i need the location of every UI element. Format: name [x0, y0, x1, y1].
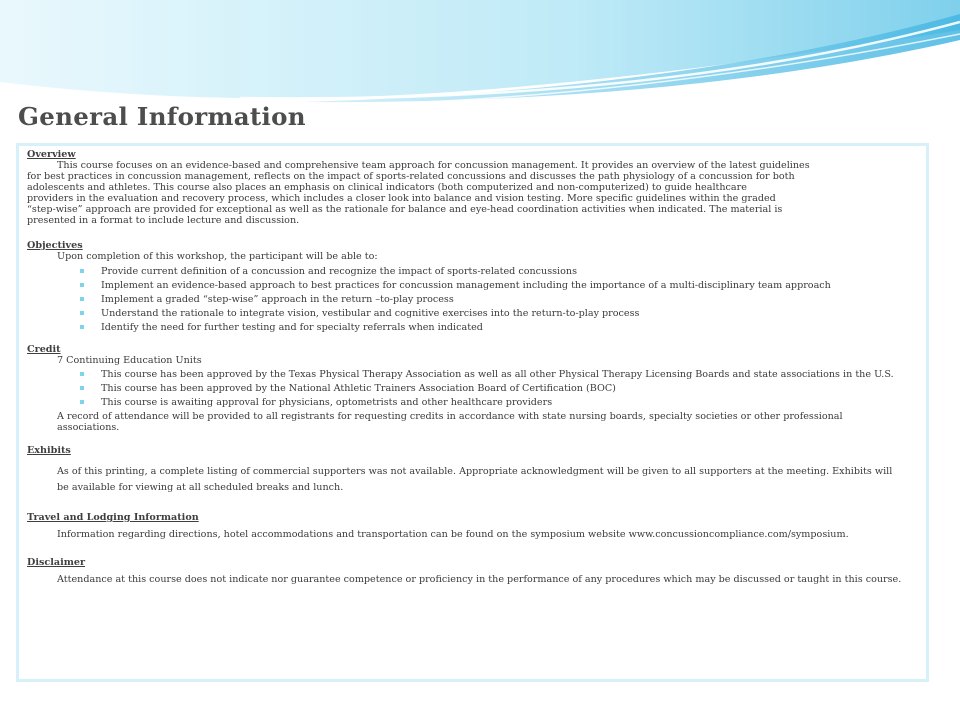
- exhibits-text: As of this printing, a complete listing of commercial supporters was not available. Appropriate acknowledgment will be given to all supporters at the meeting. Exhibits will be available for viewing at all scheduled breaks and lunch.: [57, 466, 893, 493]
- list-item: Implement an evidence-based approach to best practices for concussion management including the importance of a multi-disciplinary team approach: [101, 280, 907, 291]
- overview-line: presented in a format to include lecture and discussion.: [27, 215, 300, 226]
- objectives-list: [27, 266, 907, 333]
- overview-paragraph: [27, 160, 907, 226]
- travel-text: Information regarding directions, hotel accommodations and transportation can be found on the symposium website www.concussioncompliance.com/symposium.: [57, 529, 849, 540]
- overview-first-line: This course focuses on an evidence-based and comprehensive team approach for concussion management. It provides an overview of the latest guidelines: [57, 160, 810, 171]
- objectives-intro: Upon completion of this workshop, the participant will be able to:: [57, 251, 378, 262]
- page-title: General Information: [18, 102, 306, 131]
- disclaimer-heading: Disclaimer: [27, 557, 86, 568]
- objectives-heading: Objectives: [27, 240, 83, 251]
- travel-heading: Travel and Lodging Information: [27, 512, 199, 523]
- list-item: Implement a graded “step-wise” approach in the return –to-play process: [101, 294, 907, 305]
- overview-line: adolescents and athletes. This course also places an emphasis on clinical indicators (both computerized and non-computerized) to guide healthcare: [27, 182, 747, 193]
- credit-list: [27, 369, 907, 408]
- list-item: Identify the need for further testing and for specialty referrals when indicated: [101, 322, 907, 333]
- list-item: This course has been approved by the Texas Physical Therapy Association as well as all other Physical Therapy Licensing Boards and state associations in the U.S.: [101, 369, 907, 380]
- credit-heading: Credit: [27, 344, 61, 355]
- overview-line: providers in the evaluation and recovery process, which includes a closer look into balance and vision testing. More specific guidelines within the graded: [27, 193, 776, 204]
- disclaimer-text: Attendance at this course does not indicate nor guarantee competence or proficiency in the performance of any procedures which may be discussed or taught in this course.: [57, 574, 902, 585]
- list-item: Provide current definition of a concussion and recognize the impact of sports-related concussions: [101, 266, 907, 277]
- exhibits-heading: Exhibits: [27, 445, 71, 456]
- overview-line: for best practices in concussion management, reflects on the impact of sports-related concussions and discusses the path physiology of a concussion for both: [27, 171, 795, 182]
- list-item: This course has been approved by the National Athletic Trainers Association Board of Certification (BOC): [101, 383, 907, 394]
- content-panel: [16, 143, 929, 682]
- overview-heading: Overview: [27, 149, 76, 160]
- credit-note: A record of attendance will be provided to all registrants for requesting credits in accordance with state nursing boards, specialty societies or other professional associations.: [57, 411, 843, 433]
- overview-line: “step-wise” approach are provided for exceptional as well as the rationale for balance and eye-head coordination activities when indicated. The material is: [27, 204, 783, 215]
- list-item: This course is awaiting approval for physicians, optometrists and other healthcare providers: [101, 397, 907, 408]
- credit-units: 7 Continuing Education Units: [57, 355, 202, 366]
- panel-content: [27, 149, 907, 587]
- list-item: Understand the rationale to integrate vision, vestibular and cognitive exercises into the return-to-play process: [101, 308, 907, 319]
